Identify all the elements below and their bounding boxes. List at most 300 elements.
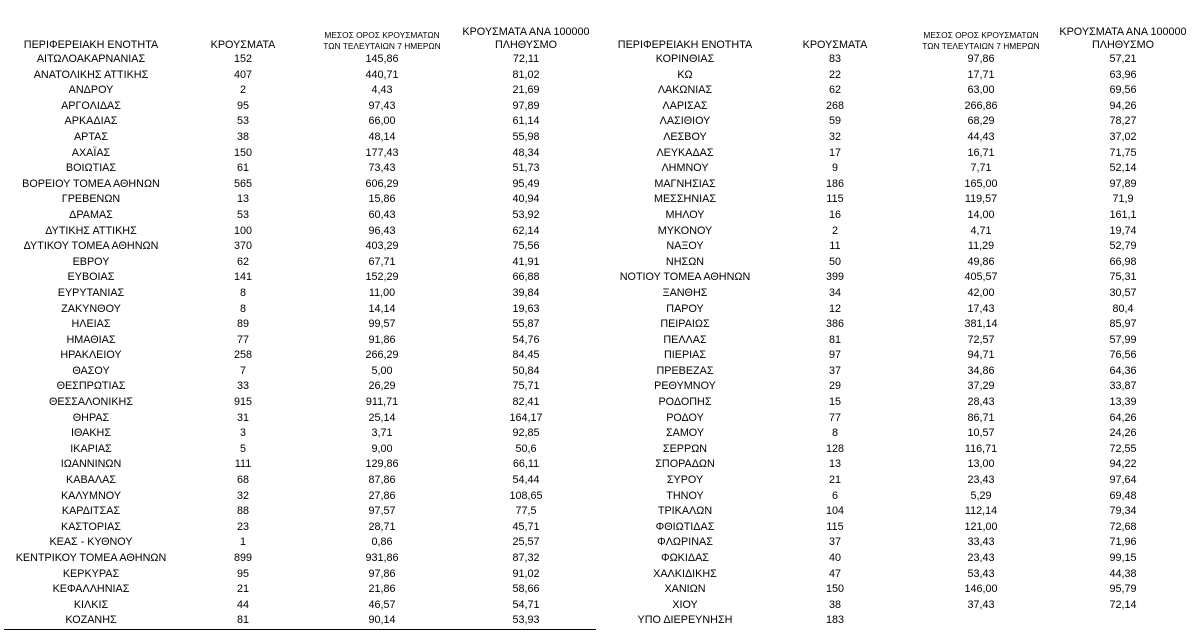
cases-cell: 128: [825, 442, 844, 455]
per100k-cell: 54,44: [512, 474, 540, 487]
region-cell: ΤΗΝΟΥ: [666, 489, 704, 502]
region-cell: ΠΕΛΛΑΣ: [663, 333, 707, 346]
region-cell: ΕΥΡΥΤΑΝΙΑΣ: [57, 286, 125, 299]
avg-cell: 14,14: [368, 302, 396, 315]
region-cell: ΡΕΘΥΜΝΟΥ: [654, 380, 716, 393]
region-cell: ΡΟΔΟΥ: [666, 411, 704, 424]
per100k-cell: 53,92: [512, 208, 540, 221]
table-row: [4, 551, 596, 567]
avg-cell: 53,43: [967, 567, 995, 580]
region-cell: ΚΕΡΚΥΡΑΣ: [62, 567, 120, 580]
avg-cell: 37,43: [967, 598, 995, 611]
per100k-cell: 57,21: [1109, 53, 1137, 65]
avg-cell: 121,00: [964, 520, 998, 533]
region-cell: ΓΡΕΒΕΝΩΝ: [61, 193, 121, 206]
per100k-cell: 50,84: [512, 364, 540, 377]
per100k-cell: 99,15: [1109, 552, 1137, 564]
table-row: [4, 302, 596, 318]
region-cell: ΚΕΝΤΡΙΚΟΥ ΤΟΜΕΑ ΑΘΗΝΩΝ: [15, 552, 167, 564]
table-row: [4, 535, 596, 551]
per100k-cell: 84,45: [512, 349, 540, 362]
per100k-cell: 25,57: [512, 536, 540, 549]
table-row: [610, 582, 1194, 598]
table-row: [4, 114, 596, 130]
avg-cell: 72,57: [967, 333, 995, 346]
per100k-cell: 52,79: [1109, 240, 1137, 253]
cases-cell: 61: [236, 162, 249, 175]
cases-cell: 37: [828, 536, 841, 549]
region-cell: ΠΡΕΒΕΖΑΣ: [656, 364, 714, 377]
region-cell: ΞΑΝΘΗΣ: [662, 286, 708, 299]
per100k-cell: 39,84: [512, 286, 540, 299]
table-row: [4, 99, 596, 115]
table-row: [610, 208, 1194, 224]
avg-cell: 17,71: [967, 68, 995, 81]
per100k-cell: 78,27: [1109, 115, 1137, 128]
table-row: [610, 317, 1194, 333]
per100k-cell: 19,63: [512, 302, 540, 315]
per100k-cell: 55,87: [512, 318, 540, 331]
cases-cell: 50: [828, 255, 841, 268]
cases-cell: 77: [828, 411, 841, 424]
cases-cell: 16: [828, 208, 841, 221]
table-row: [4, 504, 596, 520]
region-cell: ΦΘΙΩΤΙΔΑΣ: [655, 520, 715, 533]
table-row: [4, 411, 596, 427]
region-cell: ΙΩΑΝΝΙΝΩΝ: [60, 458, 122, 471]
table-row: [4, 364, 596, 380]
region-cell: ΧΙΟΥ: [672, 598, 698, 611]
region-cell: ΑΡΓΟΛΙΔΑΣ: [61, 99, 121, 112]
avg-cell: 112,14: [964, 505, 998, 518]
region-cell: ΧΑΛΚΙΔΙΚΗΣ: [653, 567, 717, 580]
table-row: [4, 598, 596, 614]
region-cell: ΚΑΒΑΛΑΣ: [66, 474, 116, 487]
cases-cell: 29: [828, 380, 841, 393]
table-row: [4, 457, 596, 473]
table-row: [4, 426, 596, 442]
cases-cell: 31: [236, 411, 249, 424]
region-cell: ΜΗΛΟΥ: [665, 208, 705, 221]
avg-cell: 48,14: [368, 130, 396, 143]
per100k-cell: 77,5: [515, 505, 537, 518]
per100k-cell: 33,87: [1109, 380, 1137, 393]
table-row: [610, 99, 1194, 115]
cases-cell: 62: [828, 84, 841, 97]
table-row: [4, 567, 596, 583]
per100k-cell: 82,41: [512, 396, 540, 409]
table-row: [610, 489, 1194, 505]
cases-table-left: [4, 22, 596, 630]
avg-cell: 28,71: [368, 520, 396, 533]
per100k-cell: 72,11: [512, 53, 540, 65]
table-row: [610, 192, 1194, 208]
region-cell: ΣΑΜΟΥ: [665, 427, 705, 440]
region-cell: ΦΛΩΡΙΝΑΣ: [657, 536, 713, 549]
region-cell: ΚΕΑΣ - ΚΥΘΝΟΥ: [49, 536, 133, 549]
region-cell: ΕΒΡΟΥ: [72, 255, 110, 268]
per100k-cell: 44,38: [1109, 567, 1137, 580]
region-cell: ΜΕΣΣΗΝΙΑΣ: [653, 193, 716, 206]
per100k-cell: 66,11: [512, 458, 540, 471]
table-row: [4, 270, 596, 286]
region-cell: ΔΡΑΜΑΣ: [69, 208, 113, 221]
cases-cell: 59: [828, 115, 841, 128]
avg-cell: 911,71: [365, 396, 399, 409]
avg-cell: 405,57: [964, 271, 998, 284]
cases-cell: 22: [828, 68, 841, 81]
header-region: ΠΕΡΙΦΕΡΕΙΑΚΗ ΕΝΟΤΗΤΑ: [23, 39, 159, 51]
region-cell: ΛΑΡΙΣΑΣ: [662, 99, 708, 112]
per100k-cell: 19,74: [1109, 224, 1137, 237]
region-cell: ΚΕΦΑΛΛΗΝΙΑΣ: [52, 583, 130, 596]
per100k-cell: 94,26: [1109, 99, 1137, 112]
table-row: [610, 411, 1194, 427]
table-row: [610, 270, 1194, 286]
avg-cell: 931,86: [365, 552, 399, 564]
table-row: [4, 613, 596, 629]
cases-cell: 111: [234, 458, 252, 471]
cases-cell: 11: [829, 240, 841, 253]
region-cell: ΗΡΑΚΛΕΙΟΥ: [60, 349, 122, 362]
avg-cell: 21,86: [368, 583, 396, 596]
cases-cell: 9: [831, 162, 838, 175]
region-cell: ΚΑΡΔΙΤΣΑΣ: [61, 505, 121, 518]
region-cell: ΑΡΚΑΔΙΑΣ: [64, 115, 118, 128]
region-cell: ΘΕΣΣΑΛΟΝΙΚΗΣ: [48, 396, 133, 409]
cases-cell: 8: [239, 302, 246, 315]
cases-cell: 23: [236, 520, 249, 533]
cases-cell: 37: [828, 364, 841, 377]
table-row: [4, 317, 596, 333]
per100k-cell: 164,17: [509, 411, 543, 424]
avg-cell: 87,86: [368, 474, 396, 487]
table-row: [610, 598, 1194, 614]
table-row: [4, 442, 596, 458]
per100k-cell: 41,91: [512, 255, 540, 268]
region-cell: ΗΛΕΙΑΣ: [71, 318, 111, 331]
cases-cell: 38: [236, 130, 249, 143]
cases-cell: 13: [236, 193, 249, 206]
avg-cell: 11,29: [967, 240, 995, 253]
region-cell: ΔΥΤΙΚΗΣ ΑΤΤΙΚΗΣ: [45, 224, 137, 237]
per100k-cell: 66,88: [512, 271, 540, 284]
per100k-cell: 48,34: [512, 146, 540, 159]
table-row: [4, 520, 596, 536]
per100k-cell: 13,39: [1109, 396, 1137, 409]
header-7day-average-line1: ΜΕΣΟΣ ΟΡΟΣ ΚΡΟΥΣΜΑΤΩΝ: [923, 30, 1039, 40]
table-row: [4, 239, 596, 255]
table-row: [610, 146, 1194, 162]
cases-cell: 21: [828, 474, 841, 487]
cases-cell: 53: [236, 115, 249, 128]
avg-cell: 129,86: [365, 458, 399, 471]
avg-cell: 46,57: [368, 598, 396, 611]
per100k-cell: 75,71: [512, 380, 540, 393]
per100k-cell: [1052, 613, 1194, 629]
cases-cell: 17: [828, 146, 841, 159]
cases-cell: 38: [828, 598, 841, 611]
region-cell: ΚΟΡΙΝΘΙΑΣ: [655, 53, 715, 65]
avg-cell: 440,71: [365, 68, 399, 81]
avg-cell: 5,29: [970, 489, 992, 502]
avg-cell: 145,86: [365, 53, 399, 65]
table-row: [610, 567, 1194, 583]
per100k-cell: 62,14: [512, 224, 540, 237]
cases-cell: 8: [831, 427, 838, 440]
table-row: [610, 68, 1194, 84]
region-cell: ΑΝΑΤΟΛΙΚΗΣ ΑΤΤΙΚΗΣ: [33, 68, 149, 81]
cases-cell: 15: [828, 396, 841, 409]
avg-cell: 14,00: [967, 208, 995, 221]
avg-cell: 5,00: [371, 364, 393, 377]
per100k-cell: 108,65: [509, 489, 543, 502]
region-cell: ΜΥΚΟΝΟΥ: [657, 224, 713, 237]
per100k-cell: 54,71: [512, 598, 540, 611]
per100k-cell: 97,89: [1109, 177, 1137, 190]
table-row: [4, 130, 596, 146]
cases-cell: 150: [825, 583, 844, 596]
per100k-cell: 64,36: [1109, 364, 1137, 377]
region-cell: ΗΜΑΘΙΑΣ: [66, 333, 116, 346]
avg-cell: 37,29: [967, 380, 995, 393]
avg-cell: 7,71: [970, 162, 992, 175]
per100k-cell: 97,64: [1109, 474, 1137, 487]
avg-cell: 177,43: [365, 146, 399, 159]
avg-cell: 381,14: [964, 318, 998, 331]
per100k-cell: 52,14: [1109, 162, 1137, 175]
per100k-cell: 75,56: [512, 240, 540, 253]
cases-cell: 13: [828, 458, 841, 471]
table-row: [4, 582, 596, 598]
avg-cell: 99,57: [368, 318, 396, 331]
cases-cell: 3: [239, 427, 246, 440]
header-cases: ΚΡΟΥΣΜΑΤΑ: [802, 39, 868, 51]
header-7day-average: [910, 22, 1052, 52]
cases-cell: 152: [233, 53, 252, 65]
cases-cell: 915: [233, 396, 252, 409]
cases-cell: 100: [233, 224, 252, 237]
avg-cell: 26,29: [368, 380, 396, 393]
region-cell: ΠΑΡΟΥ: [666, 302, 704, 315]
cases-cell: 565: [233, 177, 252, 190]
avg-cell: 94,71: [967, 349, 995, 362]
cases-cell: 8: [239, 286, 246, 299]
table-row: [610, 364, 1194, 380]
table-row: [610, 551, 1194, 567]
table-row: [4, 224, 596, 240]
header-cases-per-100k: [1052, 22, 1194, 52]
header-cases-per-100k-line2: ΠΛΗΘΥΣΜΟ: [494, 39, 558, 51]
region-cell: ΚΙΛΚΙΣ: [73, 598, 109, 611]
avg-cell: 266,29: [365, 349, 399, 362]
header-cases-per-100k-line1: ΚΡΟΥΣΜΑΤΑ ΑΝΑ 100000: [1059, 26, 1187, 38]
region-cell: ΑΝΔΡΟΥ: [68, 84, 114, 97]
cases-cell: 899: [233, 552, 252, 564]
cases-cell: 95: [236, 567, 249, 580]
avg-cell: 67,71: [368, 255, 396, 268]
avg-cell: 97,57: [368, 505, 396, 518]
table-row: [610, 224, 1194, 240]
cases-cell: 21: [236, 583, 249, 596]
per100k-cell: 40,94: [512, 193, 540, 206]
table-row: [610, 255, 1194, 271]
table-row: [610, 473, 1194, 489]
header-cases: ΚΡΟΥΣΜΑΤΑ: [210, 39, 276, 51]
per100k-cell: 91,02: [512, 567, 540, 580]
avg-cell: 116,71: [964, 442, 998, 455]
cases-cell: 47: [828, 567, 841, 580]
avg-cell: 90,14: [308, 613, 456, 629]
region-cell: ΚΩ: [677, 68, 693, 81]
header-row: [4, 22, 596, 52]
table-row: [610, 442, 1194, 458]
region-cell: ΛΕΣΒΟΥ: [663, 130, 707, 143]
table-body-right: [610, 52, 1194, 629]
table-row: [610, 239, 1194, 255]
cases-cell: 399: [825, 271, 844, 284]
per100k-cell: 53,93: [456, 613, 596, 629]
table-row: [4, 192, 596, 208]
cases-cell: 34: [828, 286, 841, 299]
avg-cell: 68,29: [967, 115, 995, 128]
region-cell: ΣΠΟΡΑΔΩΝ: [655, 458, 715, 471]
table-row: [610, 379, 1194, 395]
region-cell: ΑΧΑΪΑΣ: [71, 146, 111, 159]
cases-cell: 32: [828, 130, 841, 143]
header-region: ΠΕΡΙΦΕΡΕΙΑΚΗ ΕΝΟΤΗΤΑ: [617, 39, 753, 51]
region-cell: ΔΥΤΙΚΟΥ ΤΟΜΕΑ ΑΘΗΝΩΝ: [23, 240, 159, 253]
per100k-cell: 45,71: [512, 520, 540, 533]
avg-cell: 97,86: [967, 53, 995, 65]
per100k-cell: 69,56: [1109, 84, 1137, 97]
avg-cell: 97,43: [368, 99, 396, 112]
avg-cell: 91,86: [368, 333, 396, 346]
per100k-cell: 92,85: [512, 427, 540, 440]
header-7day-average-line2: ΤΩΝ ΤΕΛΕΥΤΑΙΩΝ 7 ΗΜΕΡΩΝ: [922, 41, 1040, 51]
header-7day-average-line2: ΤΩΝ ΤΕΛΕΥΤΑΙΩΝ 7 ΗΜΕΡΩΝ: [323, 41, 441, 51]
avg-cell: 27,86: [368, 489, 396, 502]
region-cell: ΝΗΣΩΝ: [665, 255, 705, 268]
region-cell: ΘΗΡΑΣ: [72, 411, 110, 424]
table-row: [4, 83, 596, 99]
region-cell: ΚΑΣΤΟΡΙΑΣ: [61, 520, 121, 533]
per100k-cell: 58,66: [512, 583, 540, 596]
cases-cell: 258: [233, 349, 252, 362]
cases-cell: 89: [236, 318, 249, 331]
per100k-cell: 57,99: [1109, 333, 1137, 346]
table-row: [610, 395, 1194, 411]
per100k-cell: 30,57: [1109, 286, 1137, 299]
header-row: [610, 22, 1194, 52]
cases-cell: 1: [239, 536, 246, 549]
region-cell: ΘΑΣΟΥ: [72, 364, 110, 377]
avg-cell: 42,00: [967, 286, 995, 299]
region-cell: ΛΗΜΝΟΥ: [661, 162, 709, 175]
region-cell: ΑΡΤΑΣ: [73, 130, 109, 143]
cases-cell: 95: [236, 99, 249, 112]
avg-cell: 606,29: [365, 177, 399, 190]
region-cell: ΕΥΒΟΙΑΣ: [67, 271, 115, 284]
per100k-cell: 54,76: [512, 333, 540, 346]
region-cell: ΚΑΛΥΜΝΟΥ: [60, 489, 122, 502]
table-row: [610, 520, 1194, 536]
table-row: [4, 489, 596, 505]
avg-cell: 9,00: [371, 442, 393, 455]
per100k-cell: 85,97: [1109, 318, 1137, 331]
avg-cell: 11,00: [368, 286, 396, 299]
avg-cell: 152,29: [365, 271, 399, 284]
table-row: [4, 348, 596, 364]
region-cell: ΝΟΤΙΟΥ ΤΟΜΕΑ ΑΘΗΝΩΝ: [619, 271, 751, 284]
table-row: [610, 130, 1194, 146]
table-row: [4, 379, 596, 395]
region-cell: ΛΕΥΚΑΔΑΣ: [656, 146, 714, 159]
table-row: [610, 161, 1194, 177]
region-cell: ΒΟΡΕΙΟΥ ΤΟΜΕΑ ΑΘΗΝΩΝ: [22, 177, 160, 190]
region-cell: ΠΕΙΡΑΙΩΣ: [660, 318, 710, 331]
avg-cell: 13,00: [967, 458, 995, 471]
avg-cell: 66,00: [368, 115, 396, 128]
region-cell: ΣΕΡΡΩΝ: [662, 442, 708, 455]
region-cell: ΚΟΖΑΝΗΣ: [4, 613, 178, 629]
table-row: [610, 348, 1194, 364]
per100k-cell: 55,98: [512, 130, 540, 143]
per100k-cell: 61,14: [512, 115, 540, 128]
region-cell: ΙΘΑΚΗΣ: [70, 427, 112, 440]
region-cell: ΖΑΚΥΝΘΟΥ: [61, 302, 121, 315]
avg-cell: 3,71: [371, 427, 393, 440]
avg-cell: 60,43: [368, 208, 396, 221]
header-cases-per-100k-line1: ΚΡΟΥΣΜΑΤΑ ΑΝΑ 100000: [462, 26, 590, 38]
cases-cell: 44: [236, 598, 249, 611]
region-cell: ΣΥΡΟΥ: [666, 474, 704, 487]
avg-cell: 23,43: [967, 552, 995, 564]
avg-cell: 34,86: [967, 364, 995, 377]
per100k-cell: 81,02: [512, 68, 540, 81]
avg-cell: 28,43: [967, 396, 995, 409]
per100k-cell: 71,9: [1112, 193, 1134, 206]
per100k-cell: 63,96: [1109, 68, 1137, 81]
region-cell: ΤΡΙΚΑΛΩΝ: [657, 505, 713, 518]
table-row: [610, 302, 1194, 318]
table-row: [610, 535, 1194, 551]
avg-cell: 0,86: [371, 536, 393, 549]
table-row: [610, 613, 1194, 629]
avg-cell: 17,43: [967, 302, 995, 315]
cases-cell: 40: [828, 552, 841, 564]
header-cases-per-100k-line2: ΠΛΗΘΥΣΜΟ: [1091, 39, 1155, 51]
cases-cell: 77: [236, 333, 249, 346]
table-row: [4, 146, 596, 162]
table-row: [4, 177, 596, 193]
avg-cell: 16,71: [967, 146, 995, 159]
per100k-cell: 72,14: [1109, 598, 1137, 611]
avg-cell: 165,00: [964, 177, 998, 190]
table-row: [4, 333, 596, 349]
table-row: [4, 68, 596, 84]
region-cell: ΠΙΕΡΙΑΣ: [663, 349, 707, 362]
cases-cell: 104: [825, 505, 844, 518]
region-cell: ΦΩΚΙΔΑΣ: [661, 552, 709, 564]
avg-cell: 33,43: [967, 536, 995, 549]
table-row: [610, 52, 1194, 68]
avg-cell: 49,86: [967, 255, 995, 268]
region-cell: ΧΑΝΙΩΝ: [664, 583, 706, 596]
avg-cell: 97,86: [368, 567, 396, 580]
avg-cell: [910, 613, 1052, 629]
per100k-cell: 80,4: [1112, 302, 1134, 315]
